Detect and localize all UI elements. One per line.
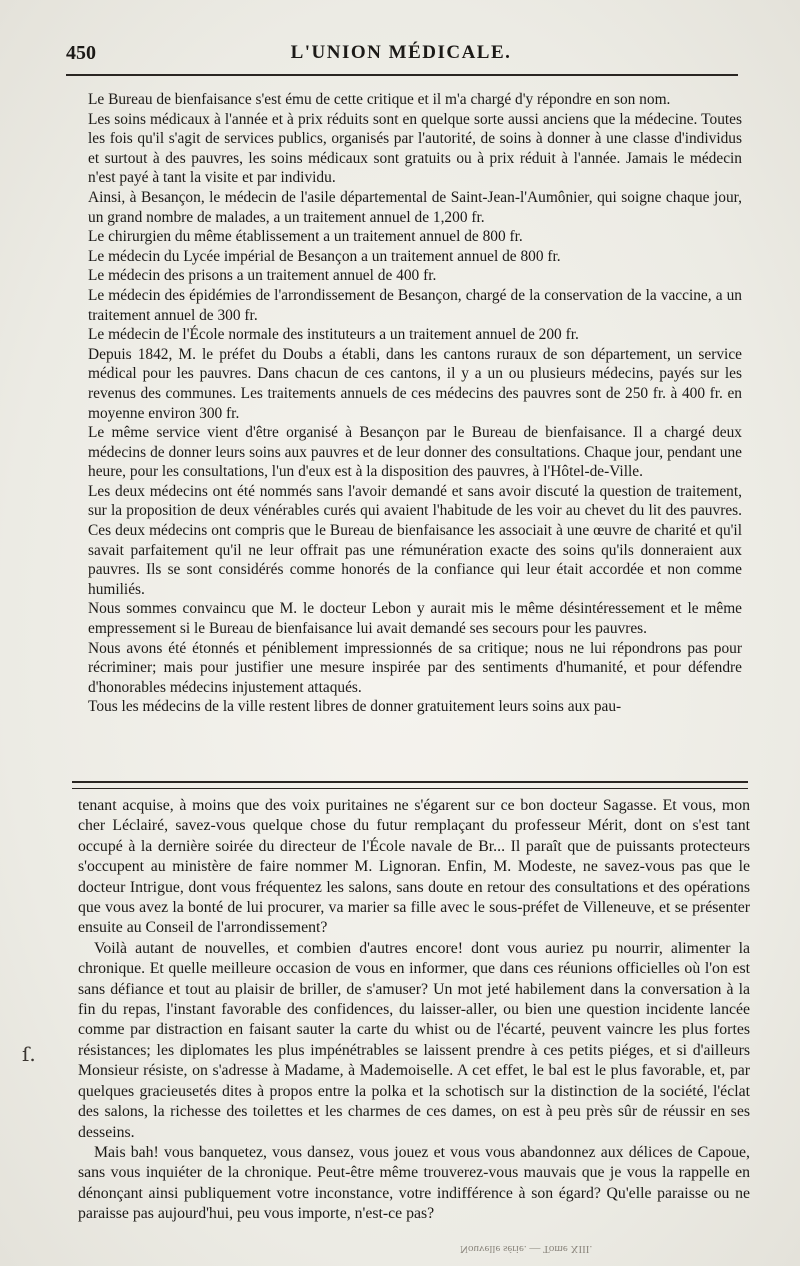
paragraph: Le médecin des épidémies de l'arrondissement de Besançon, chargé de la conservation de la vaccine, a un traitement annuel de 300 fr. bbox=[88, 286, 742, 324]
paragraph: Les soins médicaux à l'année et à prix réduits sont en quelque sorte aussi anciens que la médecine. Toutes les fois qu'il s'agit de services publics, organisés par l'autorité, de soins à donner à une classe d'individus et surtout à des pauvres, les soins médicaux sont gratuits ou à prix réduit à l'année. Jamais le médecin n'est payé à tant la visite et par individu. bbox=[88, 110, 742, 187]
paragraph: Le même service vient d'être organisé à Besançon par le Bureau de bienfaisance. Il a chargé deux médecins de donner leurs soins aux pauvres et de leur donner des consultations. Chaque jour, pendant une heure, pour les consultations, l'un d'eux est à la disposition des pauvres, à l'Hôtel-de-Ville. bbox=[88, 424, 742, 481]
page-header bbox=[66, 42, 736, 72]
paragraph: Depuis 1842, M. le préfet du Doubs a établi, dans les cantons ruraux de son département, un service médical pour les pauvres. Dans chacun de ces cantons, il y a un ou plusieurs médecins, payés sur les revenus des communes. Les traitements annuels de ces médecins des pauvres sont de 250 fr. à 400 fr. en moyenne environ 300 fr. bbox=[88, 345, 742, 422]
header-rule bbox=[66, 74, 738, 76]
paragraph: Le médecin de l'École normale des instituteurs a un traitement annuel de 200 fr. bbox=[88, 326, 579, 344]
paragraph: Les deux médecins ont été nommés sans l'avoir demandé et sans avoir discuté la question de traitement, sur la proposition de deux vénérables curés qui avaient l'habitude de les voir au chevet du lit des pauvres. Ces deux médecins ont compris que le Bureau de bienfaisance les associait à une œuvre de charité et qu'il savait parfaitement qu'il ne leur offrait pas une rémunération exacte des soins qu'ils donneraient aux pauvres. Ils se sont considérés comme honorés de la confiance qui leur était accordée et non comme humiliés. bbox=[88, 482, 742, 598]
feuilleton-divider bbox=[72, 781, 748, 789]
bleed-through-footer: Nouvelle série. — Tome XIII. bbox=[460, 1243, 593, 1255]
paragraph: Voilà autant de nouvelles, et combien d'autres encore! dont vous auriez pu nourrir, alimenter la chronique. Et quelle meilleure occasion de vous en informer, que dans ces réunions officielles où l'on est sans défiance et tout au plaisir de briller, de s'amuser? Un mot jeté habilement dans la conversation à la fin du repas, l'instant favorable des confidences, du laisser-aller, ou bien une question incidente lancée comme par distraction en faisant sauter la carte du whist ou de l'écarté, peuvent vaincre les plus fortes résistances; les diplomates les plus impénétrables se laissent prendre à ces petits piéges, et si d'ailleurs Monsieur résiste, on s'adresse à Madame, à Mademoiselle. A cet effet, le bal est le plus favorable, et, par quelques gracieusetés dites à propos entre la polka et la schotisch sur la distinction de la société, l'éclat des salons, la richesse des toilettes et les charmes de ces dames, on est à peu près sûr de réussir en ses desseins. bbox=[78, 939, 750, 1141]
paragraph: Tous les médecins de la ville restent libres de donner gratuitement leurs soins aux pau- bbox=[88, 698, 622, 716]
running-title: L'UNION MÉDICALE. bbox=[290, 42, 512, 63]
paragraph: Le médecin du Lycée impérial de Besançon a un traitement annuel de 800 fr. bbox=[88, 247, 561, 265]
paragraph: Le Bureau de bienfaisance s'est ému de cette critique et il m'a chargé d'y répondre en son nom. bbox=[88, 91, 671, 108]
paragraph: Le chirurgien du même établissement a un traitement annuel de 800 fr. bbox=[88, 228, 523, 246]
feuilleton-column bbox=[78, 796, 750, 1225]
page-number: 450 bbox=[66, 42, 96, 64]
article-column bbox=[88, 90, 742, 717]
paragraph: tenant acquise, à moins que des voix puritaines ne s'égarent sur ce bon docteur Sagasse. Et vous, mon cher Léclairé, savez-vous quelque chose du futur remplaçant du professeur Mérit, dont on s'est tant occupé à la dernière soirée du directeur de l'École navale de Br... Il paraît que de puissants protecteurs s'occupent au ministère de faire nommer M. Lignoran. Enfin, M. Modeste, ne savez-vous pas que le docteur Intrigue, dont vous fréquentez les salons, sans doute en retour des consultations et des opérations que vous avez la bonté de lui procurer, va marier sa fille avec le sous-préfet de Villeneuve, et se présenter ensuite au Conseil de l'arrondissement? bbox=[78, 797, 750, 937]
paragraph: Nous sommes convaincu que M. le docteur Lebon y aurait mis le même désintéressement et le même empressement si le Bureau de bienfaisance lui avait demandé ses secours pour les pauvres. bbox=[88, 600, 742, 638]
paragraph: Le médecin des prisons a un traitement annuel de 400 fr. bbox=[88, 267, 437, 285]
margin-annotation: ſ. bbox=[22, 1042, 36, 1066]
paragraph: Nous avons été étonnés et péniblement impressionnés de sa critique; nous ne lui répondrons pas pour récriminer; mais pour justifier une mesure inspirée par des sentiments d'humanité, et pour défendre d'honorables médecins injustement attaqués. bbox=[88, 639, 742, 696]
paragraph: Ainsi, à Besançon, le médecin de l'asile départemental de Saint-Jean-l'Aumônier, qui soigne chaque jour, un grand nombre de malades, a un traitement annuel de 1,200 fr. bbox=[88, 188, 742, 226]
paragraph: Mais bah! vous banquetez, vous dansez, vous jouez et vous vous abandonnez aux délices de Capoue, sans vous inquiéter de la chronique. Peut-être même trouverez-vous mauvais que je vous la rappelle en dénonçant ainsi publiquement votre inconstance, votre indifférence à son égard? Qu'elle paraisse ou ne paraisse pas aujourd'hui, peu vous importe, n'est-ce pas? bbox=[78, 1143, 750, 1223]
